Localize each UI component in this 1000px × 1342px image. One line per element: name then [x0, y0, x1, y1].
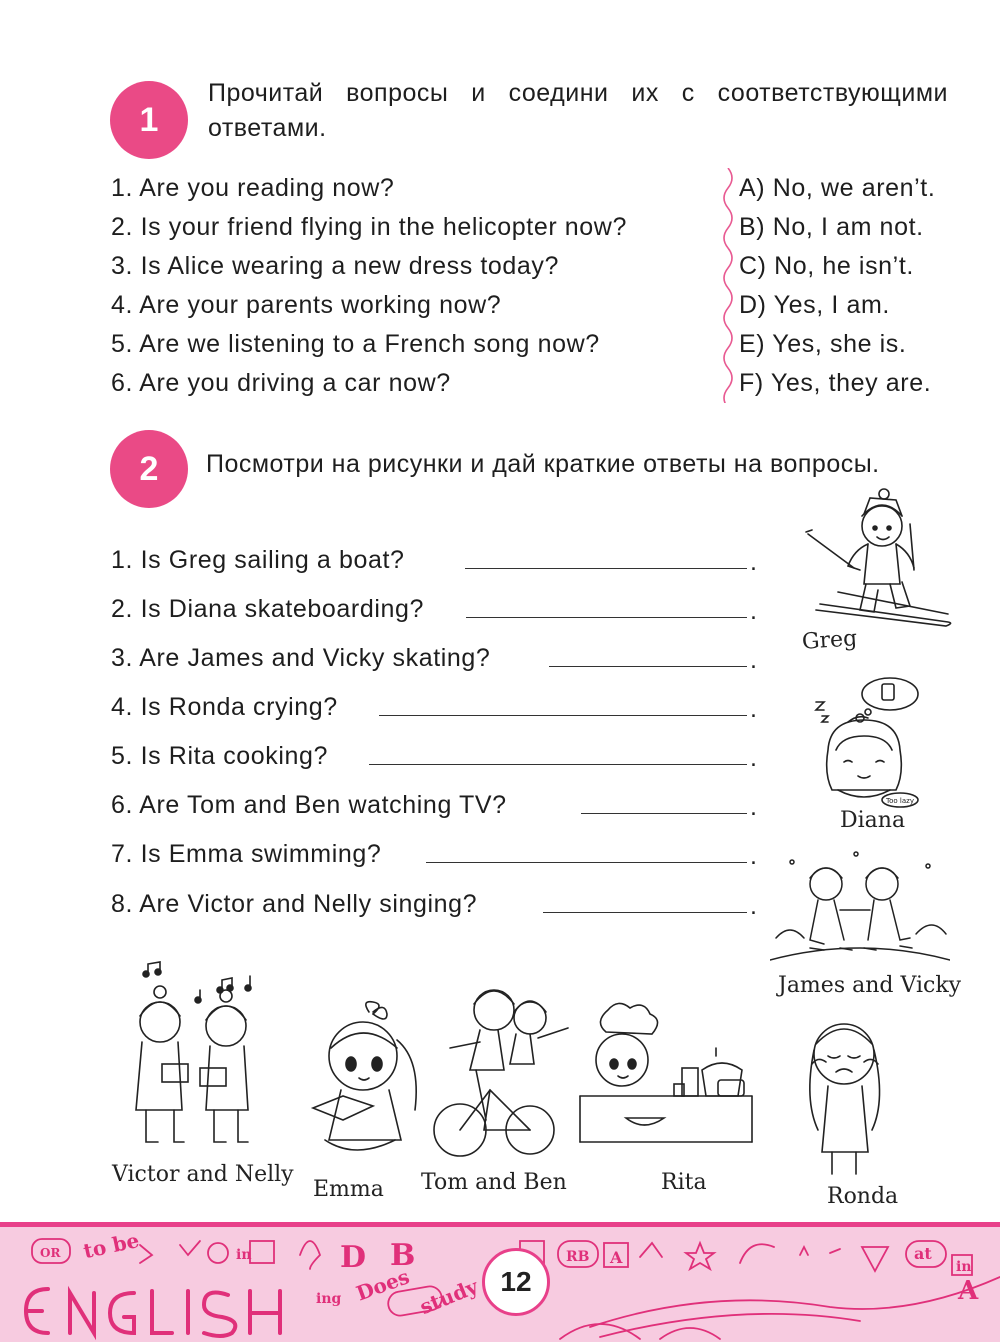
doodle-ing: ing [316, 1291, 342, 1307]
ex2-question-8: 8. Are Victor and Nelly singing? [111, 890, 478, 918]
doodle-in: in [236, 1247, 252, 1263]
emma-caption: Emma [313, 1177, 384, 1202]
answer-line-3[interactable] [549, 666, 747, 667]
answer-line-2[interactable] [466, 617, 747, 618]
ronda-crying-illustration [786, 1010, 901, 1180]
greg-caption: Greg [801, 626, 859, 655]
doodle-english: ENGLISH [26, 1332, 37, 1334]
ex2-question-5: 5. Is Rita cooking? [111, 742, 329, 770]
ex1-answer-f: F) Yes, they are. [739, 369, 932, 397]
ex1-answer-a: A) No, we aren’t. [739, 174, 936, 202]
answer-line-8[interactable] [543, 912, 747, 913]
ex2-question-6: 6. Are Tom and Ben watching TV? [111, 791, 507, 819]
ex2-question-1: 1. Is Greg sailing a boat? [111, 546, 405, 574]
doodle-to-be: to be [81, 1227, 142, 1264]
ex2-question-4: 4. Is Ronda crying? [111, 693, 338, 721]
diana-caption: Diana [840, 808, 906, 833]
period: . [750, 744, 757, 772]
emma-reading-illustration [305, 1000, 430, 1170]
ex1-answer-e: E) Yes, she is. [739, 330, 907, 358]
exercise-1-badge: 1 [110, 81, 188, 159]
period: . [750, 548, 757, 576]
doodle-does: Does [353, 1264, 413, 1306]
diana-badge-text: Too lazy [886, 797, 914, 805]
exercise-2-badge: 2 [110, 430, 188, 508]
doodle-d: D [340, 1240, 367, 1275]
period: . [750, 597, 757, 625]
ex1-answer-d: D) Yes, I am. [739, 291, 890, 319]
rita-cooking-illustration [578, 1000, 753, 1165]
victor-nelly-singing-illustration [118, 960, 278, 1155]
ex1-question-3: 3. Is Alice wearing a new dress today? [111, 252, 560, 280]
ronda-caption: Ronda [827, 1184, 899, 1209]
answer-line-5[interactable] [369, 764, 747, 765]
period: . [750, 793, 757, 821]
diana-illustration [808, 672, 923, 812]
exercise-1-instruction: Прочитай вопросы и соедини их с соответствующими ответами. [208, 79, 948, 142]
answer-line-7[interactable] [426, 862, 747, 863]
doodle-study: study [416, 1274, 482, 1320]
ex1-question-5: 5. Are we listening to a French song now? [111, 330, 600, 358]
ex1-question-2: 2. Is your friend flying in the helicopter now? [111, 213, 627, 241]
doodle-b: B [390, 1238, 416, 1273]
doodle-or: OR [40, 1246, 61, 1260]
doodle-rb: RB [566, 1249, 590, 1265]
tom-ben-cycling-illustration [420, 980, 575, 1170]
ex1-question-4: 4. Are your parents working now? [111, 291, 502, 319]
period: . [750, 646, 757, 674]
greg-skiing-illustration [798, 486, 953, 636]
ex2-question-7: 7. Is Emma swimming? [111, 840, 382, 868]
doodle-a: A [610, 1248, 623, 1267]
ex1-answer-b: B) No, I am not. [739, 213, 924, 241]
period: . [750, 842, 757, 870]
wavy-divider [718, 168, 738, 403]
james-vicky-skating-illustration [770, 848, 950, 976]
ex2-question-3: 3. Are James and Vicky skating? [111, 644, 491, 672]
doodle-in-2: in [956, 1259, 972, 1275]
exercise-2-instruction: Посмотри на рисунки и дай краткие ответы на вопросы. [206, 450, 880, 478]
period: . [750, 892, 757, 920]
doodle-at: at [914, 1244, 932, 1263]
answer-line-6[interactable] [581, 813, 747, 814]
ex1-answer-c: C) No, he isn’t. [739, 252, 914, 280]
answer-line-1[interactable] [465, 568, 747, 569]
answer-line-4[interactable] [379, 715, 747, 716]
ex2-question-2: 2. Is Diana skateboarding? [111, 595, 425, 623]
victor-nelly-caption: Victor and Nelly [112, 1162, 294, 1187]
doodle-a-2: A [958, 1276, 979, 1306]
page-number: 12 [482, 1248, 550, 1316]
ex1-question-6: 6. Are you driving a car now? [111, 369, 451, 397]
period: . [750, 695, 757, 723]
tom-ben-caption: Tom and Ben [421, 1170, 567, 1195]
rita-caption: Rita [661, 1170, 707, 1195]
james-vicky-caption: James and Vicky [778, 973, 962, 998]
ex1-question-1: 1. Are you reading now? [111, 174, 395, 202]
